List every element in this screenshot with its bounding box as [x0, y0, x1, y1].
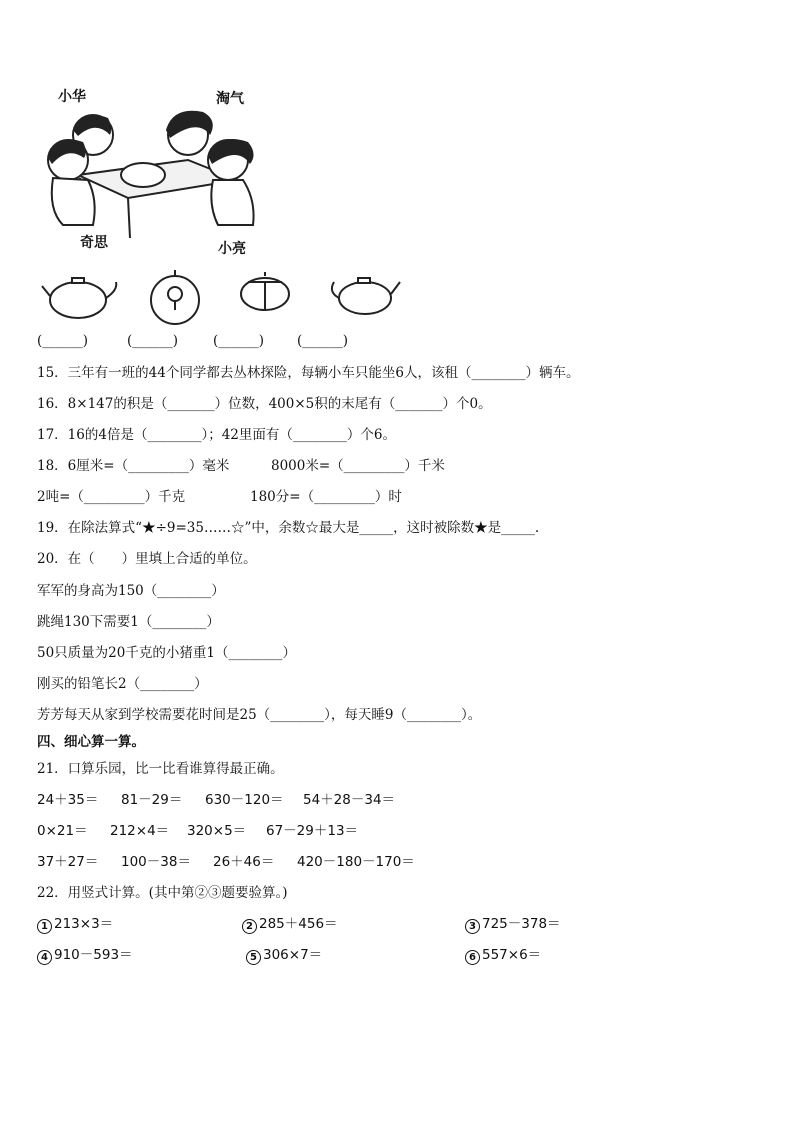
question-17: 17．16的4倍是（________）；42里面有（________）个6。 [37, 427, 396, 443]
oral-item: 320×5＝ [187, 823, 247, 839]
circled-number: 3 [465, 919, 480, 934]
oral-item: 67－29＋13＝ [266, 823, 359, 839]
teapot-front-view [241, 272, 289, 310]
oral-item: 420－180－170＝ [297, 854, 415, 870]
oral-item: 24＋35＝ [37, 792, 99, 808]
section-4-heading: 四、细心算一算。 [37, 734, 145, 750]
vertical-calc-6 [465, 946, 541, 965]
oral-item: 630－120＝ [205, 792, 284, 808]
question-20-item-5: 芳芳每天从家到学校需要花时间是25（________），每天睡9（________）。 [37, 707, 482, 723]
teapot-side-view-right [332, 278, 400, 314]
question-20-item-2: 跳绳130下需要1（________） [37, 614, 220, 630]
oral-item: 54＋28－34＝ [303, 792, 396, 808]
vertical-calc-expr: 285＋456＝ [259, 916, 338, 932]
teapot-views-drawing [38, 268, 418, 328]
label-taoqi: 淘气 [216, 91, 244, 107]
oral-item: 100－38＝ [121, 854, 191, 870]
vertical-calc-expr: 306×7＝ [263, 947, 323, 963]
vertical-calc-2 [242, 915, 338, 934]
circled-number: 6 [465, 950, 480, 965]
vertical-calc-1 [37, 915, 113, 934]
teapot-answer-2[interactable]: (______) [127, 333, 179, 349]
label-xiaoliang: 小亮 [218, 241, 246, 257]
question-16: 16．8×147的积是（_______）位数，400×5积的末尾有（_______）个0。 [37, 396, 492, 412]
vertical-calc-expr: 557×6＝ [482, 947, 542, 963]
teapot-side-view-left [42, 278, 116, 318]
teapot-answer-3[interactable]: (______) [213, 333, 265, 349]
vertical-calc-expr: 725－378＝ [482, 916, 561, 932]
question-18-d: 180分=（_________）时 [250, 489, 402, 505]
oral-item: 26＋46＝ [213, 854, 275, 870]
question-20-item-1: 军军的身高为150（________） [37, 583, 225, 599]
question-18-c: 2吨=（_________）千克 [37, 489, 186, 505]
question-15: 15．三年有一班的44个同学都去丛林探险，每辆小车只能坐6人，该租（________）辆车。 [37, 365, 580, 381]
oral-item: 0×21＝ [37, 823, 88, 839]
circled-number: 4 [37, 950, 52, 965]
question-18-b: 8000米=（_________）千米 [271, 458, 445, 474]
vertical-calc-expr: 910－593＝ [54, 947, 133, 963]
teapot-top-view [151, 270, 199, 324]
question-22: 22．用竖式计算。(其中第②③题要验算。) [37, 885, 288, 901]
oral-item: 37＋27＝ [37, 854, 99, 870]
oral-item: 81－29＝ [121, 792, 183, 808]
vertical-calc-4 [37, 946, 133, 965]
teapot-answer-1[interactable]: (______) [37, 333, 89, 349]
label-qisi: 奇思 [80, 235, 108, 251]
question-21: 21．口算乐园，比一比看谁算得最正确。 [37, 761, 284, 777]
question-19: 19．在除法算式“★÷9=35……☆”中，余数☆最大是_____，这时被除数★是_____. [37, 520, 540, 536]
vertical-calc-expr: 213×3＝ [54, 916, 114, 932]
label-xiaohua: 小华 [58, 89, 86, 105]
teapot-views [38, 268, 418, 328]
vertical-calc-3 [465, 915, 561, 934]
question-20-item-4: 刚买的铅笔长2（________） [37, 676, 208, 692]
oral-item: 212×4＝ [110, 823, 170, 839]
question-18-a: 18．6厘米=（_________）毫米 [37, 458, 230, 474]
circled-number: 1 [37, 919, 52, 934]
vertical-calc-5 [246, 946, 322, 965]
circled-number: 2 [242, 919, 257, 934]
children-around-table-illustration [38, 80, 278, 260]
teapot-answer-4[interactable]: (______) [297, 333, 349, 349]
circled-number: 5 [246, 950, 261, 965]
question-20: 20．在（ ）里填上合适的单位。 [37, 551, 257, 567]
question-20-item-3: 50只质量为20千克的小猪重1（________） [37, 645, 296, 661]
